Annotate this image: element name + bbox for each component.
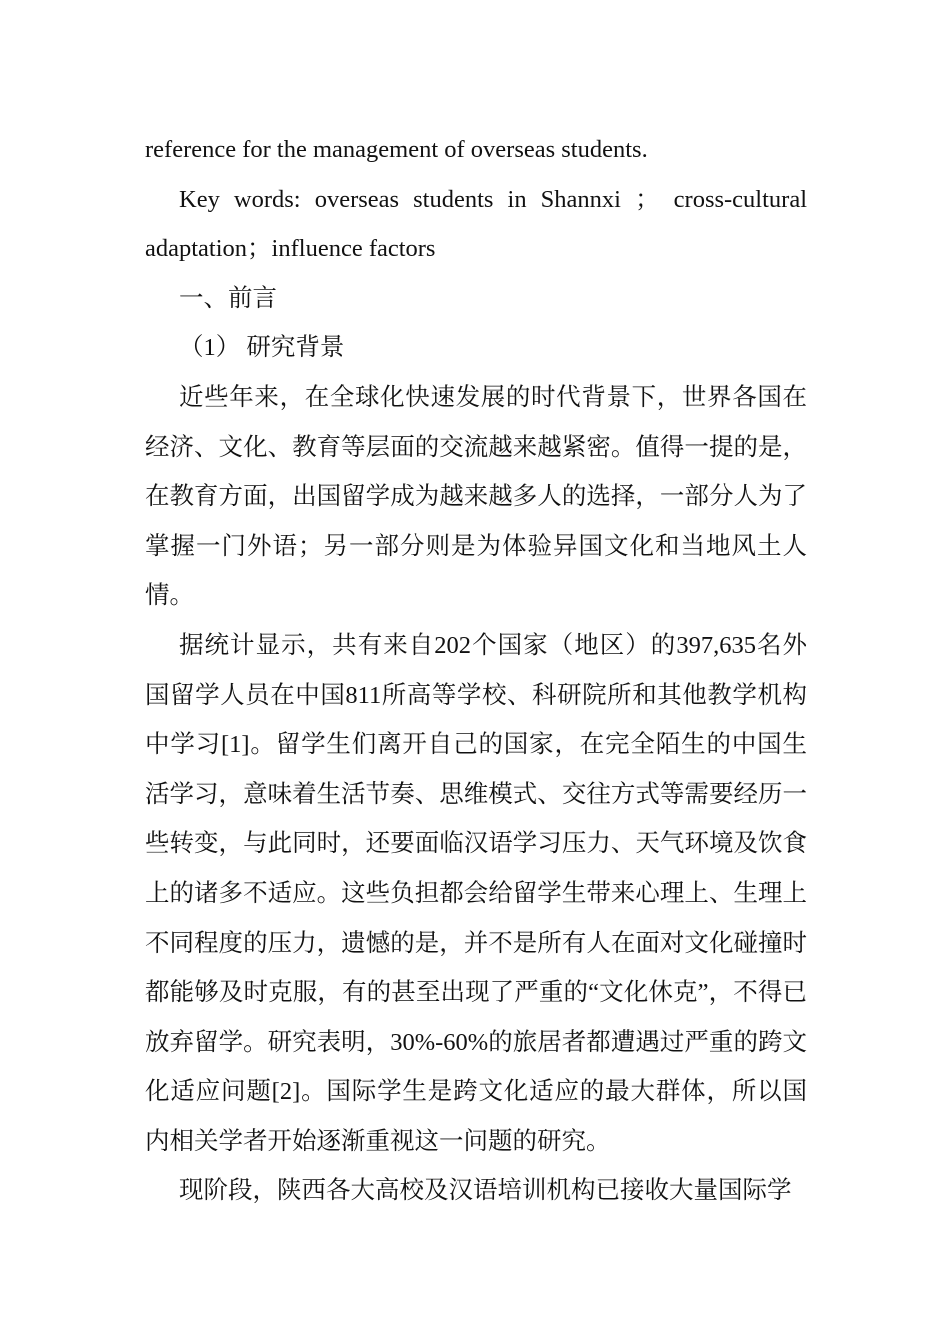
keywords-line-1: Key words: overseas students in Shannxi ； cross-cultural (179, 185, 807, 213)
body-paragraph-3: 现阶段，陕西各大高校及汉语培训机构已接收大量国际学 (179, 1177, 792, 1205)
keywords-continued: adaptation；influence factors (145, 235, 436, 263)
body-paragraph-2: 据统计显示，共有来自202个国家（地区）的397,635名外国留学人员在中国811所高等学校、科研院所和其他教学机构中学习[1]。留学生们离开自己的国家，在完全陌生的中国生活学习，意味着生活节奏、思维模式、交往方式等需要经历一些转变，与此同时，还要面临汉语学习压力、天气环境及饮食上的诸多不适应。这些负担都会给留学生带来心理上、生理上不同程度的压力，遗憾的是，并不是所有人在面对文化碰撞时都能够及时克服，有的甚至出现了严重的“文化休克”，不得已放弃留学。研究表明，30%-60%的旅居者都遭遇过严重的跨文化适应问题[2]。国际学生是跨文化适应的最大群体，所以国内相关学者开始逐渐重视这一问题的研究。 (145, 631, 807, 1155)
keywords (145, 175, 807, 225)
subsection-heading: （1） 研究背景 (179, 334, 345, 362)
abstract-tail: reference for the management of overseas students. (145, 136, 648, 163)
section-heading: 一、前言 (179, 284, 277, 312)
body-paragraph-1: 近些年来，在全球化快速发展的时代背景下，世界各国在经济、文化、教育等层面的交流越来越紧密。值得一提的是，在教育方面，出国留学成为越来越多人的选择，一部分人为了掌握一门外语；另一部分则是为体验异国文化和当地风土人情。 (145, 383, 807, 610)
document-body (145, 125, 807, 1216)
